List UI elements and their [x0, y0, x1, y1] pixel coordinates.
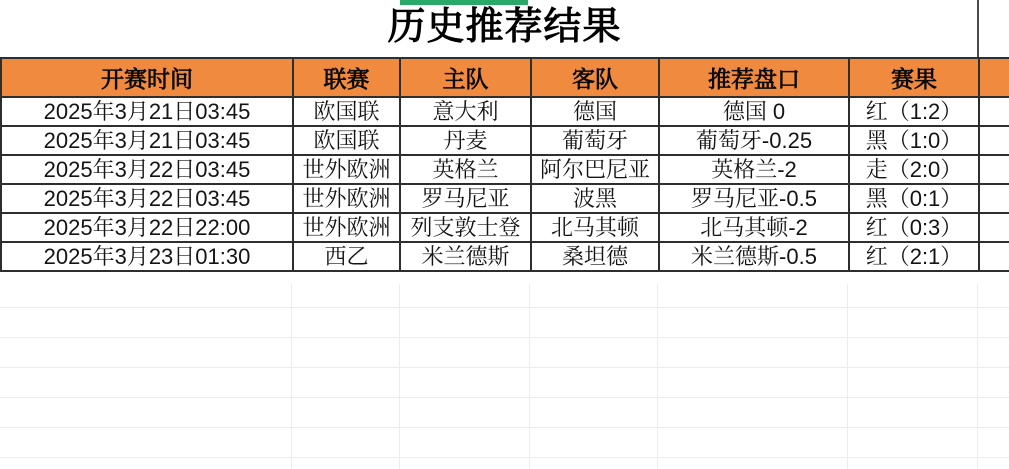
table-row [1, 97, 1009, 126]
cell-handicap[interactable]: 米兰德斯-0.5 [659, 242, 849, 271]
cell-start-time[interactable]: 2025年3月21日03:45 [1, 126, 293, 155]
cell-home-team[interactable]: 丹麦 [400, 126, 531, 155]
cell-league[interactable]: 世外欧洲 [293, 155, 400, 184]
cell-start-time[interactable]: 2025年3月23日01:30 [1, 242, 293, 271]
cell-handicap[interactable]: 德国 0 [659, 97, 849, 126]
cell-result[interactable]: 黑（0:1） [849, 184, 979, 213]
cell-empty [979, 213, 1009, 242]
cell-home-team[interactable]: 列支敦士登 [400, 213, 531, 242]
cell-start-time[interactable]: 2025年3月22日22:00 [1, 213, 293, 242]
cell-away-team[interactable]: 北马其顿 [531, 213, 659, 242]
empty-cells-area [0, 284, 1009, 469]
cell-home-team[interactable]: 罗马尼亚 [400, 184, 531, 213]
table-row [1, 155, 1009, 184]
cell-away-team[interactable]: 阿尔巴尼亚 [531, 155, 659, 184]
cell-empty [979, 242, 1009, 271]
col-header-handicap[interactable]: 推荐盘口 [659, 58, 849, 97]
cell-handicap[interactable]: 北马其顿-2 [659, 213, 849, 242]
cell-league[interactable]: 西乙 [293, 242, 400, 271]
results-table [0, 57, 1009, 272]
cell-home-team[interactable]: 意大利 [400, 97, 531, 126]
gridline-vertical-top [977, 0, 979, 57]
cell-league[interactable]: 世外欧洲 [293, 213, 400, 242]
cell-league[interactable]: 欧国联 [293, 97, 400, 126]
cell-result[interactable]: 红（1:2） [849, 97, 979, 126]
table-row [1, 126, 1009, 155]
cell-away-team[interactable]: 葡萄牙 [531, 126, 659, 155]
col-header-league[interactable]: 联赛 [293, 58, 400, 97]
cell-away-team[interactable]: 波黑 [531, 184, 659, 213]
gridline-vertical [291, 284, 292, 469]
selection-accent-bar [400, 0, 528, 5]
cell-league[interactable]: 世外欧洲 [293, 184, 400, 213]
col-header-start-time[interactable]: 开赛时间 [1, 58, 293, 97]
cell-empty [979, 184, 1009, 213]
table-row [1, 184, 1009, 213]
cell-home-team[interactable]: 英格兰 [400, 155, 531, 184]
cell-handicap[interactable]: 葡萄牙-0.25 [659, 126, 849, 155]
gridline-vertical [399, 284, 400, 469]
col-header-away-team[interactable]: 客队 [531, 58, 659, 97]
cell-start-time[interactable]: 2025年3月21日03:45 [1, 97, 293, 126]
cell-home-team[interactable]: 米兰德斯 [400, 242, 531, 271]
cell-result[interactable]: 红（2:1） [849, 242, 979, 271]
cell-start-time[interactable]: 2025年3月22日03:45 [1, 155, 293, 184]
cell-empty [979, 155, 1009, 184]
header-row [1, 58, 1009, 97]
table-row [1, 242, 1009, 271]
gridline-vertical [657, 284, 658, 469]
cell-league[interactable]: 欧国联 [293, 126, 400, 155]
cell-empty [979, 97, 1009, 126]
cell-start-time[interactable]: 2025年3月22日03:45 [1, 184, 293, 213]
gridline-vertical [529, 284, 530, 469]
cell-handicap[interactable]: 罗马尼亚-0.5 [659, 184, 849, 213]
cell-empty [979, 126, 1009, 155]
col-header-home-team[interactable]: 主队 [400, 58, 531, 97]
cell-result[interactable]: 走（2:0） [849, 155, 979, 184]
cell-away-team[interactable]: 德国 [531, 97, 659, 126]
col-header-result[interactable]: 赛果 [849, 58, 979, 97]
cell-away-team[interactable]: 桑坦德 [531, 242, 659, 271]
page-title: 历史推荐结果 [387, 6, 622, 48]
cell-result[interactable]: 红（0:3） [849, 213, 979, 242]
gridline-vertical [847, 284, 848, 469]
gridline-vertical [977, 284, 978, 469]
cell-handicap[interactable]: 英格兰-2 [659, 155, 849, 184]
table-row [1, 213, 1009, 242]
cell-result[interactable]: 黑（1:0） [849, 126, 979, 155]
header-empty-cell [979, 58, 1009, 97]
